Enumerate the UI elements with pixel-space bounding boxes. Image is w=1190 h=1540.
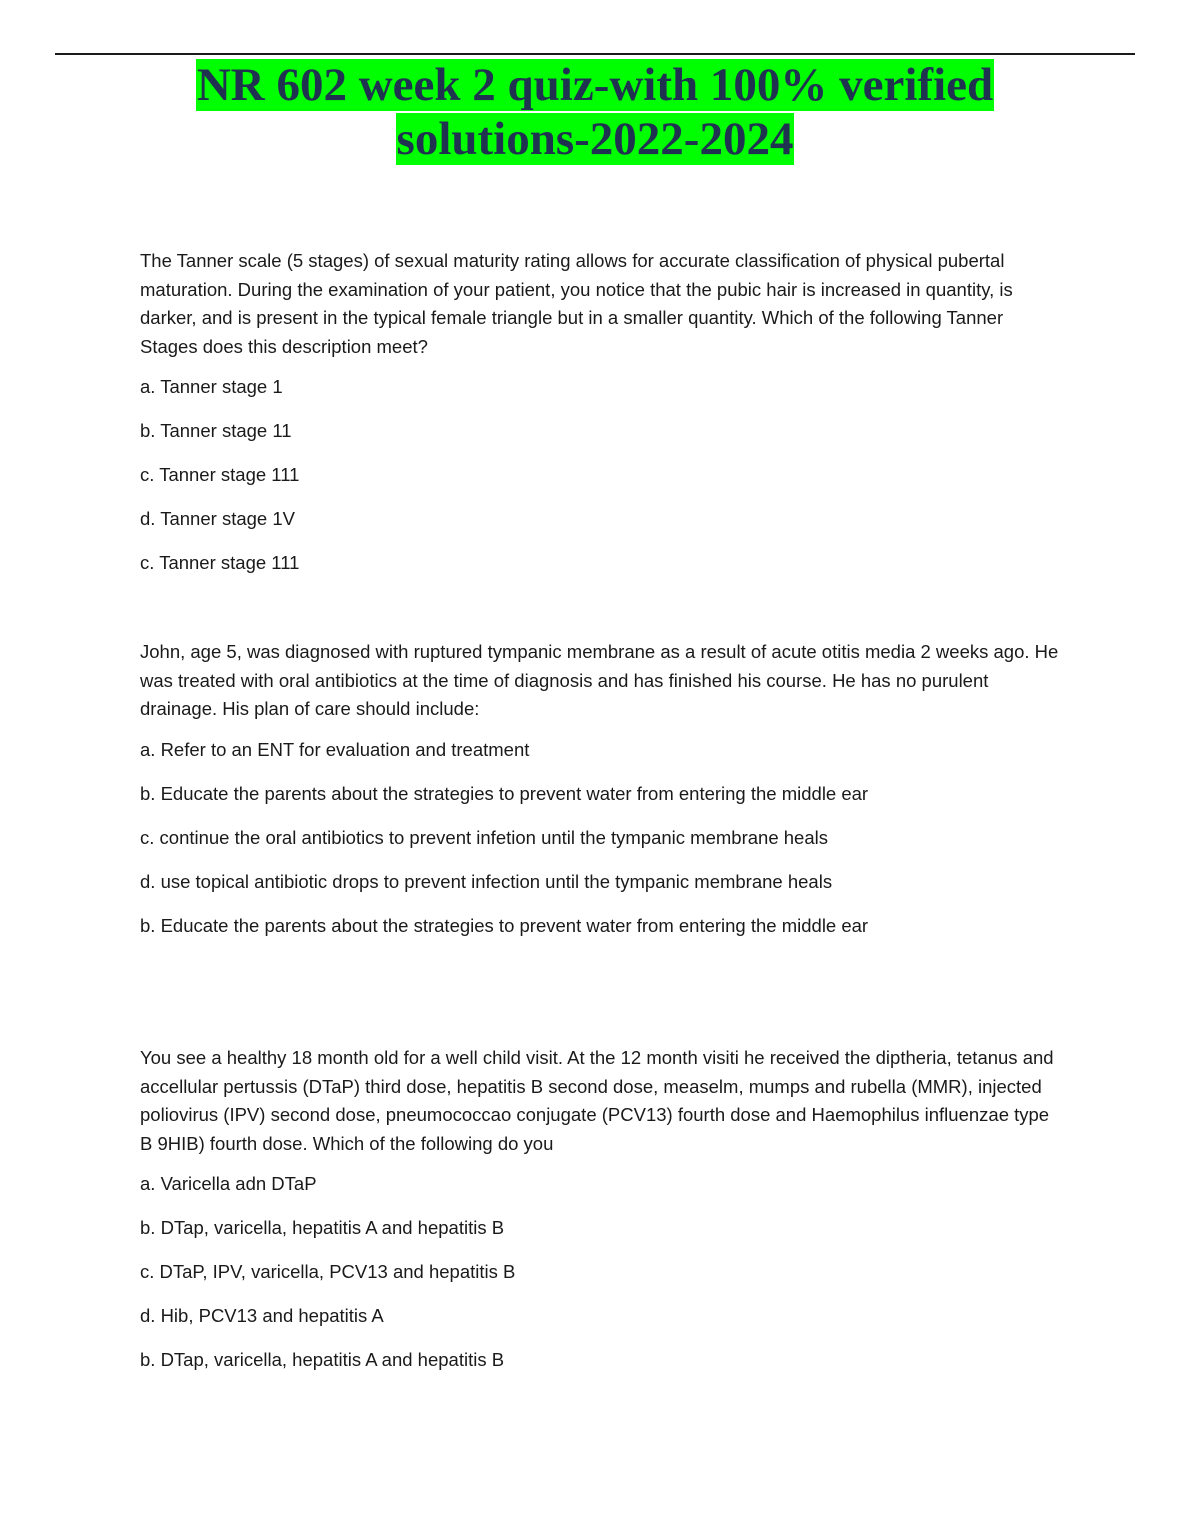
option-c: c. DTaP, IPV, varicella, PCV13 and hepatitis B (140, 1261, 516, 1282)
answer: c. Tanner stage 111 (140, 552, 300, 573)
question-text: You see a healthy 18 month old for a well child visit. At the 12 month visiti he received the diptheria, tetanus and accellular pertussis (DTaP) third dose, hepatitis B second dose, measelm, mumps and rubella (MMR), injected poliovirus (IPV) second dose, pneumococcao conjugate (PCV13) fourth dose and Haemophilus influenzae type B 9HIB) fourth dose. Which of the following do you (140, 1047, 1054, 1154)
option-a: a. Varicella adn DTaP (140, 1173, 317, 1194)
question-2 (140, 638, 1060, 956)
option-d: d. Hib, PCV13 and hepatitis A (140, 1305, 384, 1326)
question-text: John, age 5, was diagnosed with ruptured tympanic membrane as a result of acute otitis media 2 weeks ago. He was treated with oral antibiotics at the time of diagnosis and has finished his course. He has no purulent drainage. His plan of care should include: (140, 641, 1059, 719)
question-1 (140, 247, 1060, 593)
option-c: c. Tanner stage 111 (140, 464, 300, 485)
option-b: b. DTap, varicella, hepatitis A and hepatitis B (140, 1217, 505, 1238)
document-title (55, 58, 1135, 166)
option-b: b. Tanner stage 11 (140, 420, 292, 441)
option-d: d. Tanner stage 1V (140, 508, 295, 529)
question-text: The Tanner scale (5 stages) of sexual maturity rating allows for accurate classification of physical pubertal maturation. During the examination of your patient, you notice that the pubic hair is increased in quantity, is darker, and is present in the typical female triangle but in a smaller quantity. Which of the following Tanner Stages does this description meet? (140, 250, 1013, 357)
option-a: a. Tanner stage 1 (140, 376, 283, 397)
question-3 (140, 1044, 1060, 1390)
answer: b. Educate the parents about the strategies to prevent water from entering the middle ear (140, 914, 869, 936)
option-a: a. Refer to an ENT for evaluation and treatment (140, 738, 530, 760)
header-rule (55, 53, 1135, 55)
answer: b. DTap, varicella, hepatitis A and hepatitis B (140, 1349, 505, 1370)
option-b: b. Educate the parents about the strategies to prevent water from entering the middle ear (140, 782, 869, 804)
title-line-1: NR 602 week 2 quiz-with 100% verified (196, 59, 994, 111)
option-c: c. continue the oral antibiotics to prevent infetion until the tympanic membrane heals (140, 826, 828, 848)
title-line-2: solutions-2022-2024 (396, 113, 794, 165)
option-d: d. use topical antibiotic drops to prevent infection until the tympanic membrane heals (140, 870, 833, 892)
